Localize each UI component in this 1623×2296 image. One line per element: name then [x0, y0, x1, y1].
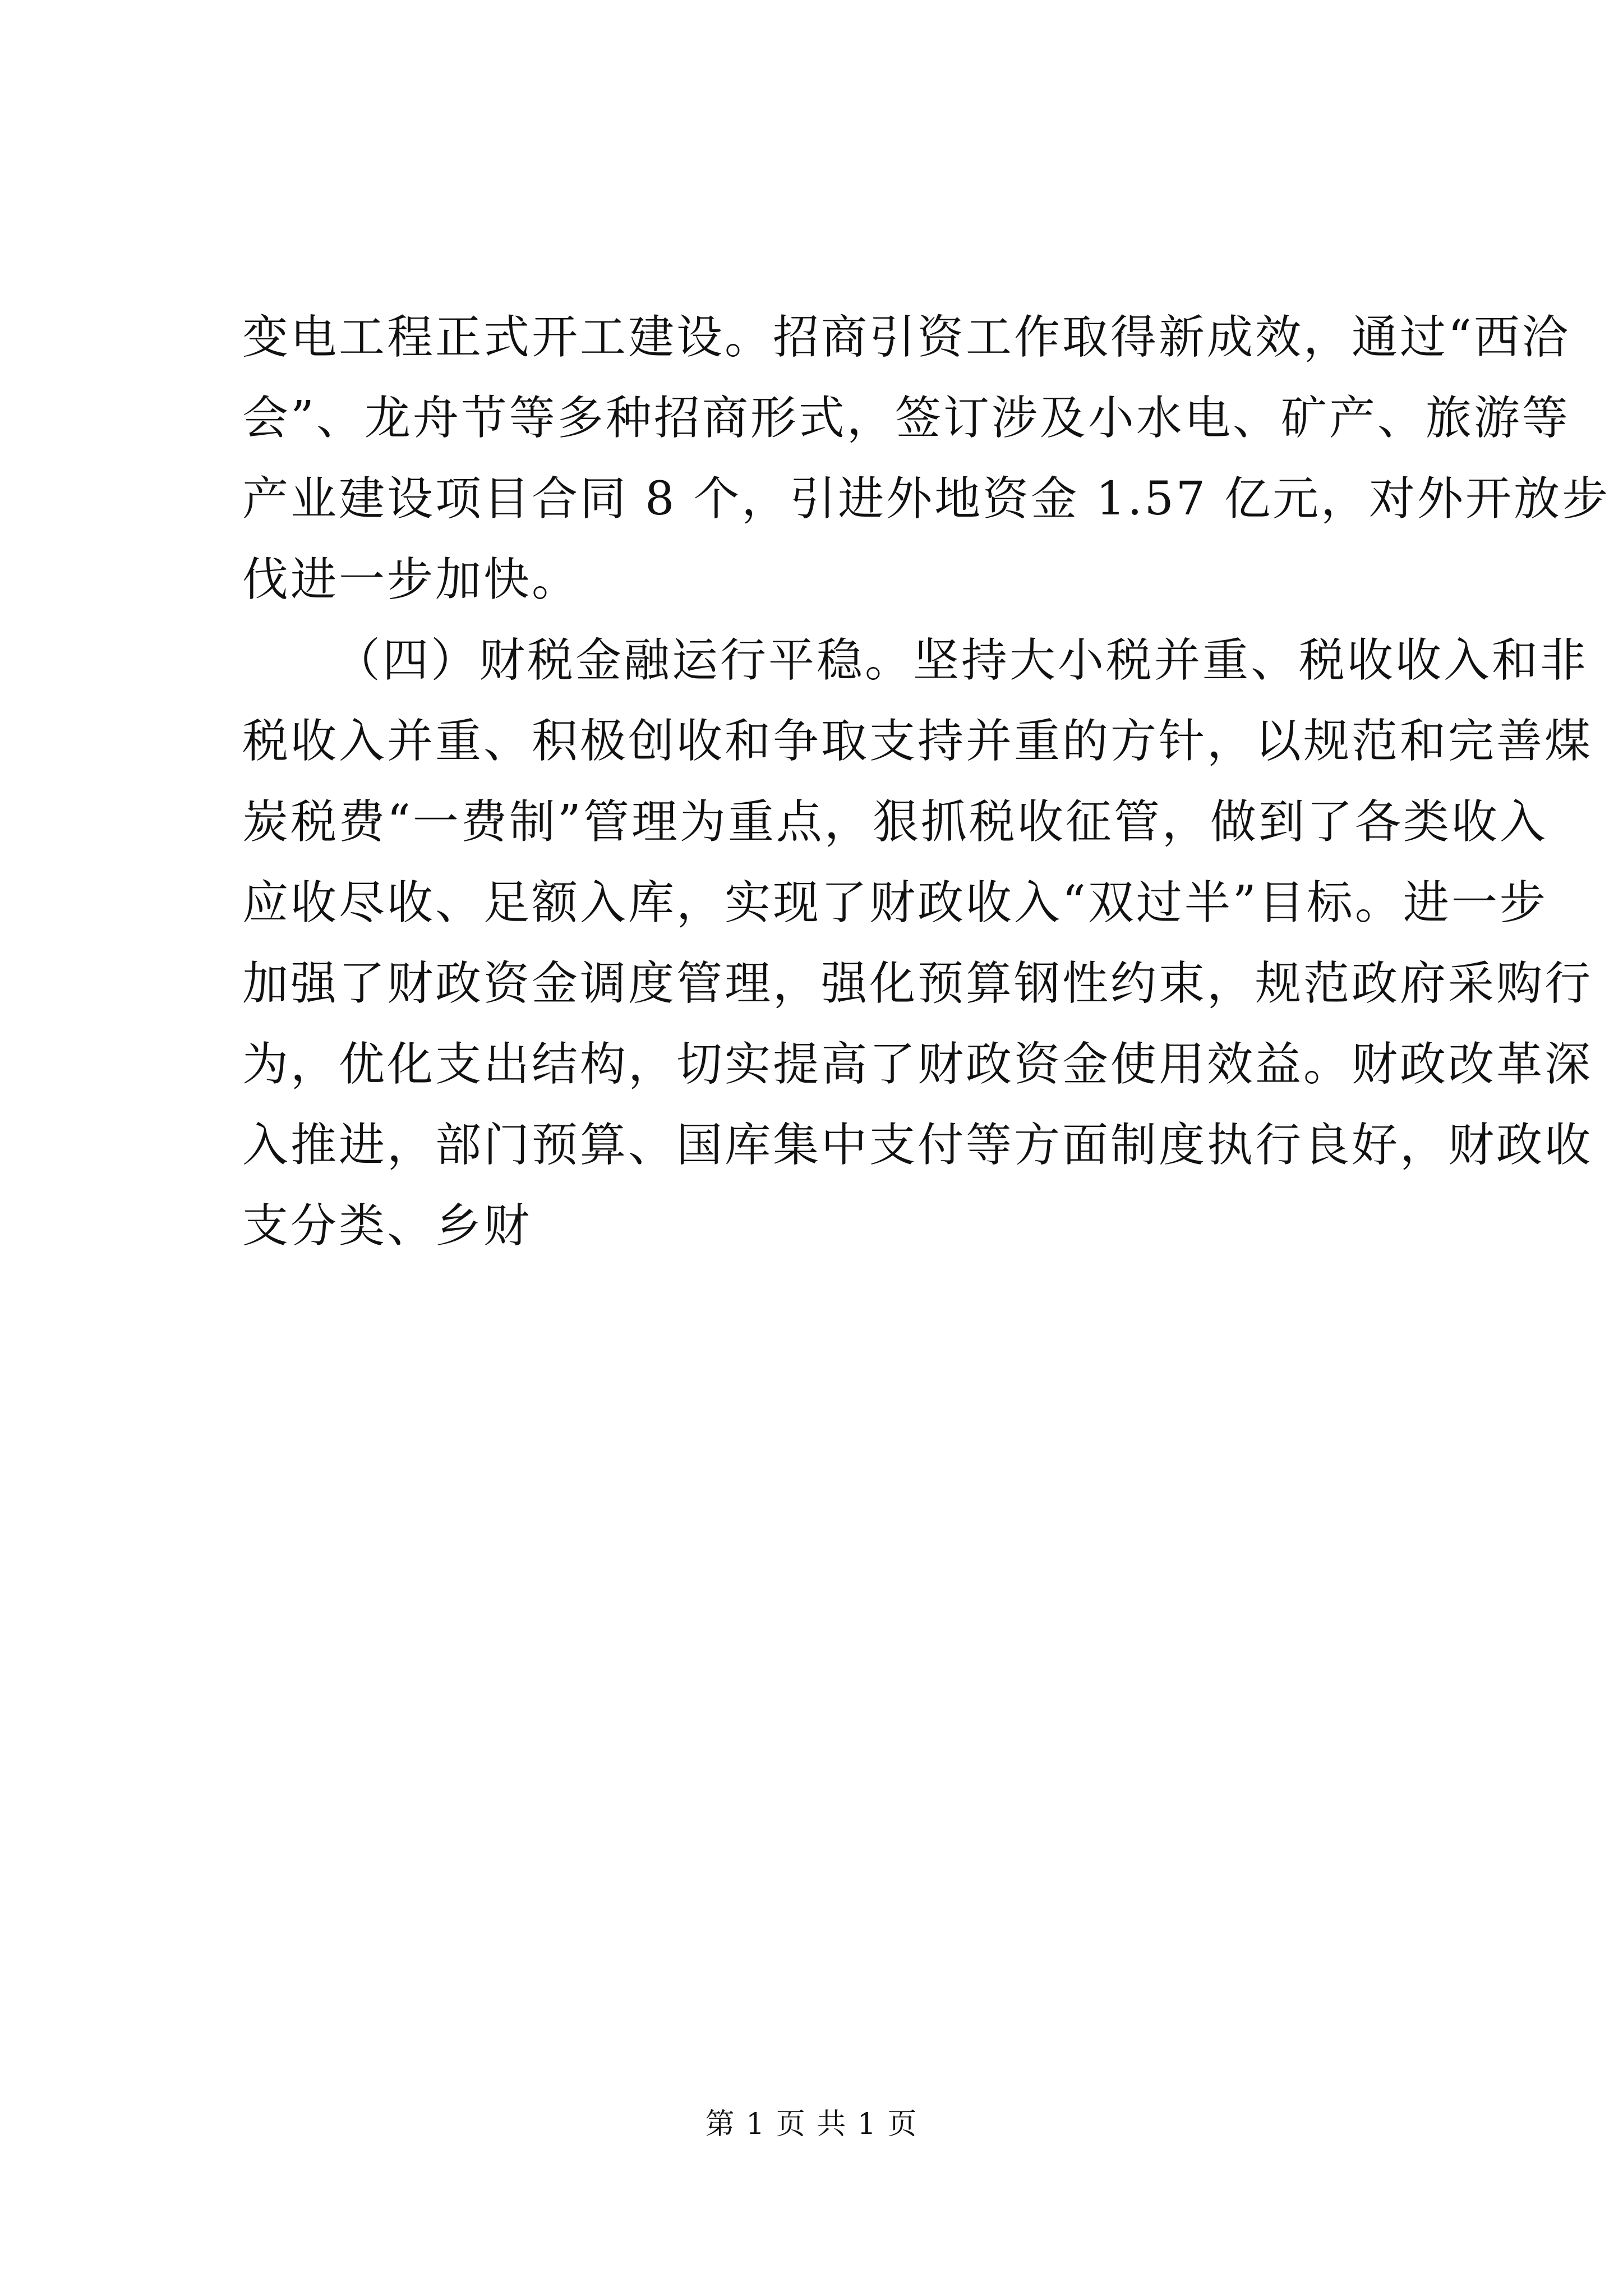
text-line: 变电工程正式开工建设。招商引资工作取得新成效，通过“西洽	[242, 311, 1570, 364]
text-line: 为，优化支出结构，切实提高了财政资金使用效益。财政改革深	[242, 1038, 1593, 1091]
text-line: 炭税费“一费制”管理为重点，狠抓税收征管，做到了各类收入	[242, 795, 1548, 849]
text-line: 会”、龙舟节等多种招商形式，签订涉及小水电、矿产、旅游等	[242, 392, 1570, 445]
text-line: 加强了财政资金调度管理，强化预算钢性约束，规范政府采购行	[242, 957, 1593, 1010]
document-body	[242, 297, 1611, 1267]
text-line: 产业建设项目合同 8 个，引进外地资金 1.57 亿元，对外开放步	[242, 472, 1611, 526]
text-line: 税收入并重、积极创收和争取支持并重的方针，以规范和完善煤	[242, 715, 1593, 768]
text-line: 伐进一步加快。	[242, 553, 580, 606]
text-line: （四）财税金融运行平稳。坚持大小税并重、税收收入和非	[334, 634, 1589, 687]
page-number-footer: 第 1 页 共 1 页	[705, 2108, 918, 2141]
paragraph-investment	[242, 297, 1611, 620]
text-line: 应收尽收、足额入库，实现了财政收入“双过半”目标。进一步	[242, 876, 1548, 930]
text-line: 支分类、乡财	[242, 1199, 532, 1253]
text-line: 入推进，部门预算、国库集中支付等方面制度执行良好，财政收	[242, 1119, 1593, 1172]
paragraph-finance-tax	[242, 620, 1593, 1267]
